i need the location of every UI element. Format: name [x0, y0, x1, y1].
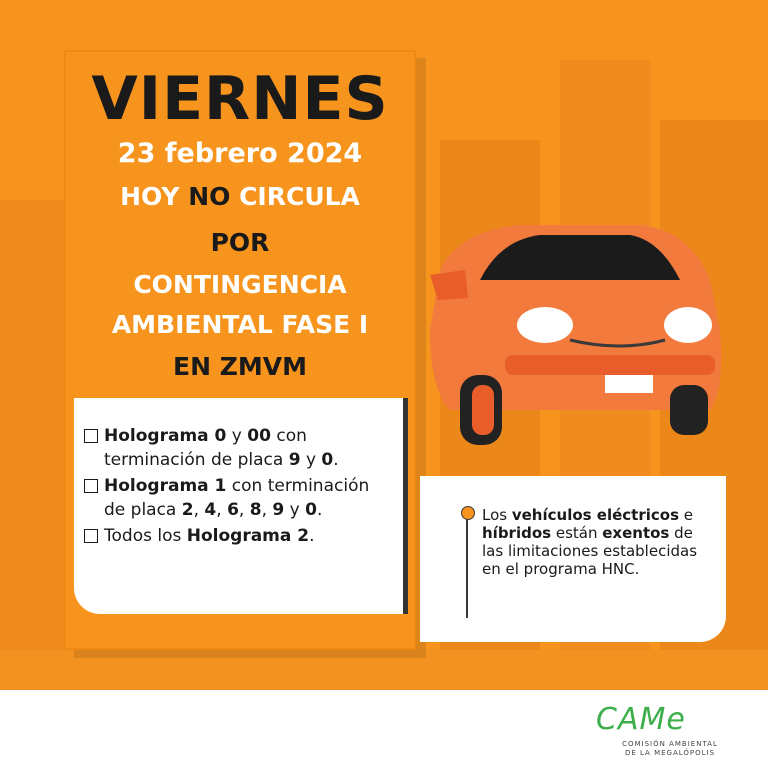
headline-line-2: POR: [210, 228, 270, 257]
building-silhouette: [0, 200, 70, 660]
car-headlight-right: [664, 307, 712, 343]
date-text: 23 febrero 2024: [117, 138, 363, 169]
checkbox-icon: [84, 529, 98, 543]
car-wheel-left-rim: [472, 385, 494, 435]
car-license-plate: [605, 375, 653, 393]
car-headlight-left: [517, 307, 573, 343]
headline-line-5: EN ZMVM: [173, 352, 307, 381]
logo-mark: CAMe: [596, 702, 686, 737]
car-illustration: [420, 210, 730, 450]
checkbox-icon: [84, 479, 98, 493]
timeline-line: [466, 508, 468, 618]
day-title: VIERNES: [91, 64, 389, 134]
exemption-note: [420, 476, 726, 642]
headline-line-1: HOY NO CIRCULA: [120, 182, 360, 211]
car-mirror: [430, 270, 468, 300]
logo-line-1: COMISIÓN AMBIENTAL: [622, 740, 718, 748]
rule-item: Holograma 0 y 00 con terminación de placa 9 y 0.: [84, 424, 395, 472]
checkbox-icon: [84, 429, 98, 443]
came-logo: [594, 700, 744, 760]
car-bumper: [505, 355, 715, 375]
main-panel: [64, 50, 416, 650]
rule-item: Holograma 1 con terminación de placa 2, 4, 6, 8, 9 y 0.: [84, 474, 395, 522]
car-wheel-right: [670, 385, 708, 435]
rules-box: [74, 398, 408, 614]
exemption-text: Los vehículos eléctricos e híbridos están exentos de las limitaciones establecidas en el programa HNC.: [482, 506, 698, 578]
headline-line-4: AMBIENTAL FASE I: [111, 310, 369, 339]
rule-item: Todos los Holograma 2.: [84, 524, 395, 548]
logo-line-2: DE LA MEGALÓPOLIS: [624, 749, 716, 757]
headline-line-3: CONTINGENCIA: [133, 270, 347, 299]
timeline-dot-icon: [461, 506, 475, 520]
ground: [0, 650, 768, 690]
